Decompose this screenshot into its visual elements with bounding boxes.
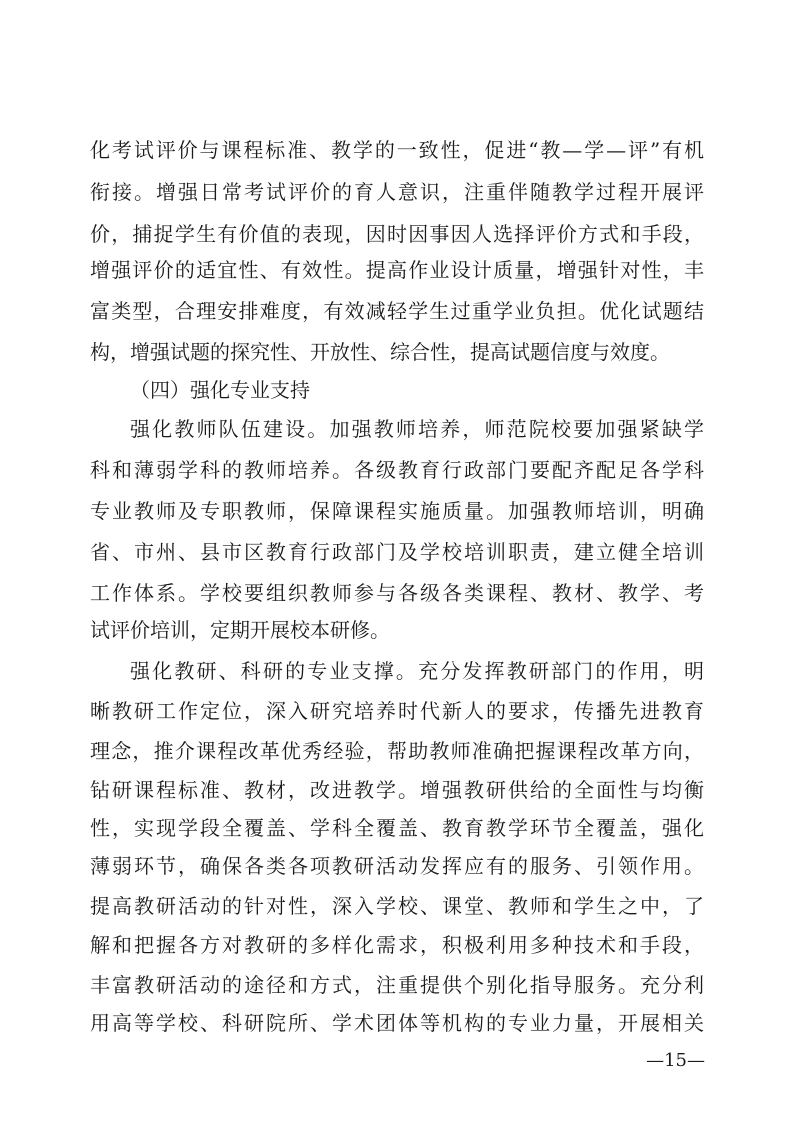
paragraph-line: 富类型，合理安排难度，有效减轻学生过重学业负担。优化试题结 <box>90 299 704 323</box>
paragraph-line: 科和薄弱学科的教师培养。各级教育行政部门要配齐配足各学科 <box>90 458 704 482</box>
paragraph-line: 晰教研工作定位，深入研究培养时代新人的要求，传播先进教育 <box>90 699 704 723</box>
paragraph-line: 提高教研活动的针对性，深入学校、课堂、教师和学生之中，了 <box>90 894 704 918</box>
paragraph-first-line: 强化教研、科研的专业支撑。充分发挥教研部门的作用，明 <box>130 659 704 683</box>
paragraph-line: 解和把握各方对教研的多样化需求，积极利用多种技术和手段， <box>90 933 704 957</box>
section-heading: （四）强化专业支持 <box>130 378 310 402</box>
paragraph-line: 价，捕捉学生有价值的表现，因时因事因人选择评价方式和手段， <box>90 222 704 246</box>
paragraph-line: 钻研课程标准、教材，改进教学。增强教研供给的全面性与均衡 <box>90 778 704 802</box>
paragraph-first-line: 强化教师队伍建设。加强教师培养，师范院校要加强紧缺学 <box>130 417 704 441</box>
paragraph-line: 构，增强试题的探究性、开放性、综合性，提高试题信度与效度。 <box>90 340 670 364</box>
paragraph-line: 省、市州、县市区教育行政部门及学校培训职责，建立健全培训 <box>90 540 704 564</box>
paragraph-line: 工作体系。学校要组织教师参与各级各类课程、教材、教学、考 <box>90 581 704 605</box>
page-number: —15— <box>646 1050 705 1071</box>
paragraph-line: 丰富教研活动的途径和方式，注重提供个别化指导服务。充分利 <box>90 973 704 997</box>
paragraph-line: 用高等学校、科研院所、学术团体等机构的专业力量，开展相关 <box>90 1011 704 1035</box>
paragraph-line: 理念，推介课程改革优秀经验，帮助教师准确把握课程改革方向， <box>90 739 704 763</box>
paragraph-line: 化考试评价与课程标准、教学的一致性，促进“教—学—评”有机 <box>90 138 704 162</box>
paragraph-line: 衔接。增强日常考试评价的育人意识，注重伴随教学过程开展评 <box>90 180 704 204</box>
paragraph-line: 专业教师及专职教师，保障课程实施质量。加强教师培训，明确 <box>90 499 704 523</box>
paragraph-line: 薄弱环节，确保各类各项教研活动发挥应有的服务、引领作用。 <box>90 854 704 878</box>
paragraph-line: 增强评价的适宜性、有效性。提高作业设计质量，增强针对性，丰 <box>90 258 704 282</box>
paragraph-line: 试评价培训，定期开展校本研修。 <box>90 618 390 642</box>
paragraph-line: 性，实现学段全覆盖、学科全覆盖、教育教学环节全覆盖，强化 <box>90 816 704 840</box>
